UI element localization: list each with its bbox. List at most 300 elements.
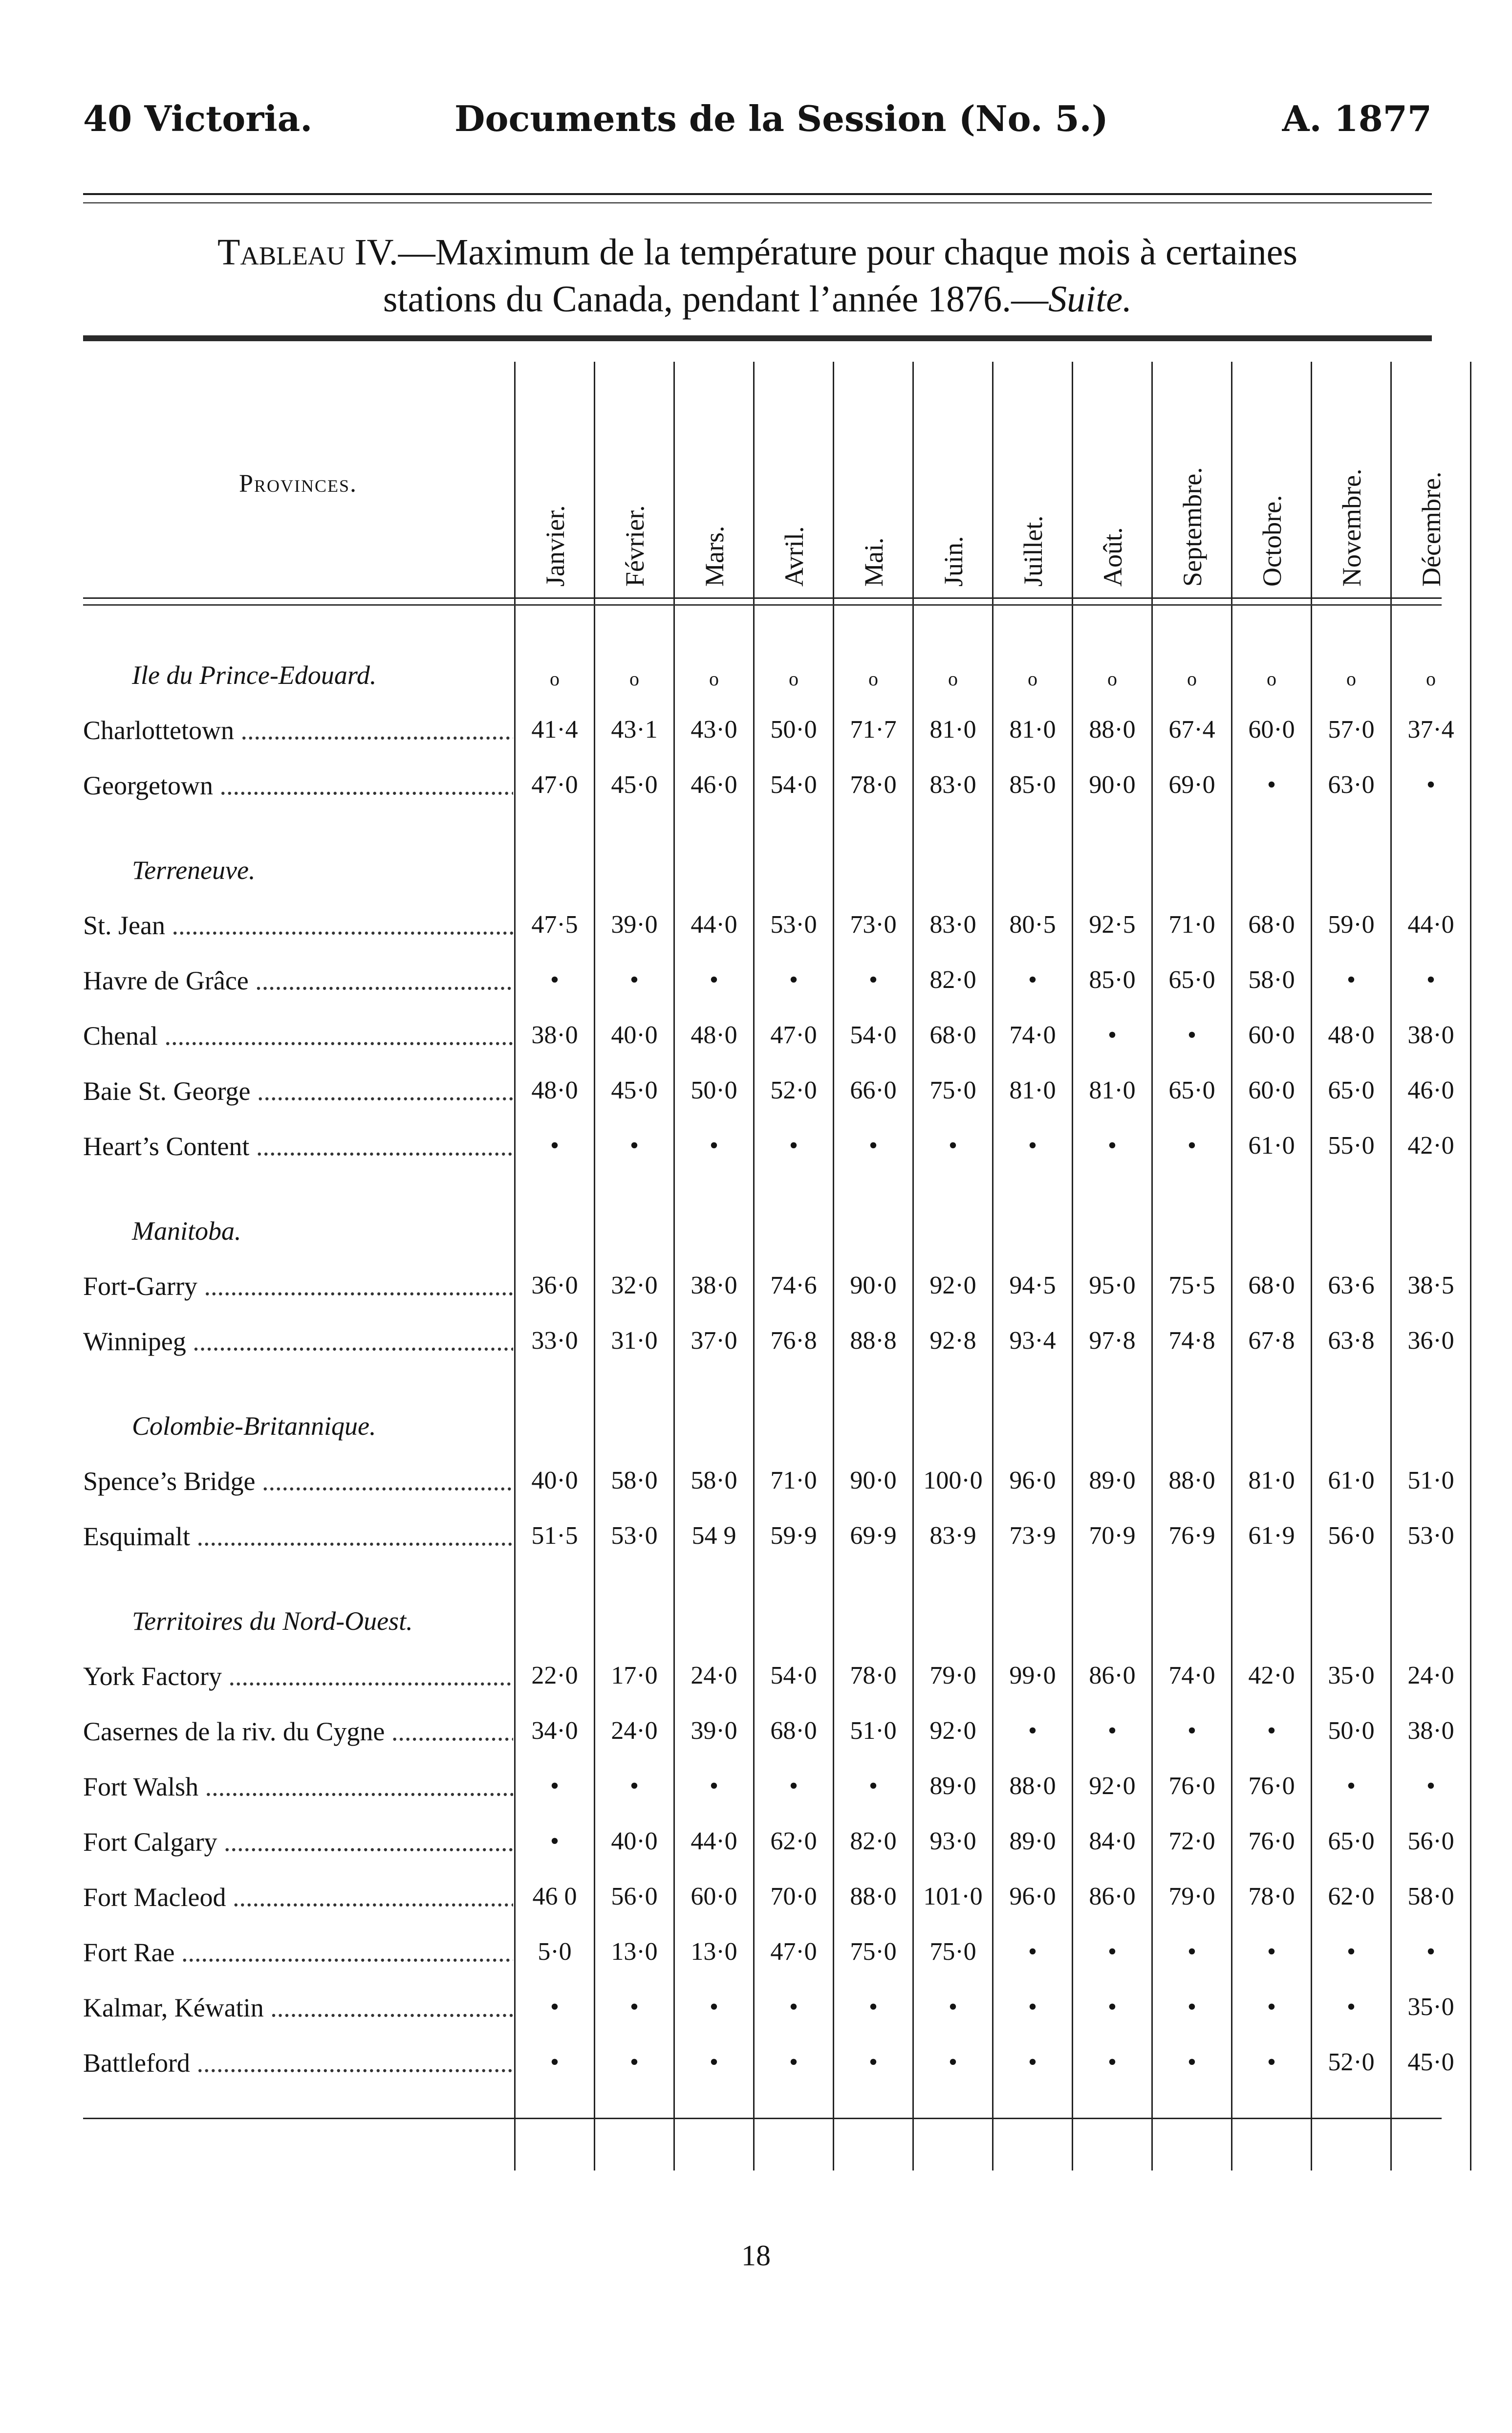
value-cell: • <box>868 966 878 994</box>
value-cell: 84·0 <box>1089 1827 1136 1855</box>
value-cell: • <box>789 966 799 994</box>
month-header: Janvier. <box>540 505 570 587</box>
value-cell: 101·0 <box>923 1883 983 1910</box>
value-cell: 46·0 <box>1407 1076 1454 1104</box>
degree-mark: o <box>1028 668 1037 690</box>
station-label: Fort-Garry <box>83 1271 197 1301</box>
month-header: Juin. <box>939 536 968 587</box>
month-header: Avril. <box>779 526 809 587</box>
value-cell: 68·0 <box>770 1717 817 1745</box>
degree-mark: o <box>948 668 958 690</box>
value-cell: 39·0 <box>611 911 658 939</box>
value-cell: 56·0 <box>1407 1827 1454 1855</box>
value-cell: 36·0 <box>531 1271 578 1299</box>
value-cell: • <box>1426 771 1436 799</box>
value-cell: • <box>709 1132 719 1160</box>
station-label: Georgetown <box>83 771 213 800</box>
value-cell: 48·0 <box>1328 1021 1375 1049</box>
month-header: Octobre. <box>1257 495 1287 587</box>
value-cell: • <box>1107 1021 1117 1049</box>
value-cell: 62·0 <box>770 1827 817 1855</box>
value-cell: 22·0 <box>531 1662 578 1689</box>
value-cell: • <box>550 966 560 994</box>
value-cell: 88·8 <box>850 1327 897 1355</box>
value-cell: • <box>1187 1021 1197 1049</box>
value-cell: • <box>1107 1717 1117 1745</box>
value-cell: 93·4 <box>1009 1327 1056 1355</box>
station-name <box>83 1021 513 1051</box>
value-cell: 13·0 <box>691 1938 737 1966</box>
value-cell: 58·0 <box>1248 966 1295 994</box>
station-label: Fort Calgary <box>83 1827 217 1857</box>
value-cell: 69·0 <box>1168 771 1215 799</box>
value-cell: • <box>1107 2048 1117 2076</box>
value-cell: • <box>1028 2048 1037 2076</box>
province-title: Ile du Prince-Edouard. <box>132 660 377 690</box>
station-label: Spence’s Bridge <box>83 1467 256 1496</box>
value-cell: 60·0 <box>691 1883 737 1910</box>
station-name <box>83 1131 513 1162</box>
value-cell: • <box>1028 966 1037 994</box>
header-left: 40 Victoria. <box>83 98 313 139</box>
value-cell: 83·0 <box>929 911 976 939</box>
value-cell: • <box>1028 1132 1037 1160</box>
month-header: Novembre. <box>1337 468 1366 587</box>
degree-mark: o <box>709 668 719 690</box>
value-cell: 33·0 <box>531 1327 578 1355</box>
degree-mark: o <box>1107 668 1117 690</box>
value-cell: 50·0 <box>1328 1717 1375 1745</box>
header-bottom-rule <box>83 597 1442 599</box>
value-cell: 78·0 <box>850 1662 897 1689</box>
value-cell: 50·0 <box>691 1076 737 1104</box>
value-cell: 97·8 <box>1089 1327 1136 1355</box>
value-cell: • <box>948 2048 958 2076</box>
title-suite: Suite. <box>1048 279 1132 320</box>
value-cell: • <box>868 2048 878 2076</box>
title-text-2: stations du Canada, pendant l’année 1876.— <box>383 279 1049 320</box>
station-label: York Factory <box>83 1662 222 1691</box>
value-cell: 82·0 <box>850 1827 897 1855</box>
value-cell: 57·0 <box>1328 716 1375 744</box>
value-cell: 92·0 <box>1089 1772 1136 1800</box>
value-cell: 89·0 <box>929 1772 976 1800</box>
value-cell: 72·0 <box>1168 1827 1215 1855</box>
value-cell: 96·0 <box>1009 1883 1056 1910</box>
value-cell: 73·9 <box>1009 1522 1056 1550</box>
value-cell: 61·0 <box>1328 1467 1375 1494</box>
header-bottom-rule-2 <box>83 604 1442 606</box>
value-cell: 67·4 <box>1168 716 1215 744</box>
value-cell: 80·5 <box>1009 911 1056 939</box>
value-cell: 62·0 <box>1328 1883 1375 1910</box>
value-cell: 44·0 <box>1407 911 1454 939</box>
value-cell: 65·0 <box>1328 1076 1375 1104</box>
value-cell: 81·0 <box>1248 1467 1295 1494</box>
value-cell: • <box>550 1772 560 1800</box>
value-cell: • <box>1107 1132 1117 1160</box>
value-cell: • <box>1028 1938 1037 1966</box>
station-name <box>83 1937 513 1968</box>
value-cell: • <box>629 966 639 994</box>
value-cell: 44·0 <box>691 1827 737 1855</box>
value-cell: 74·0 <box>1009 1021 1056 1049</box>
value-cell: 52·0 <box>1328 2048 1375 2076</box>
value-cell: 78·0 <box>850 771 897 799</box>
value-cell: 69·9 <box>850 1522 897 1550</box>
value-cell: 46 0 <box>532 1883 577 1910</box>
value-cell: 40·0 <box>611 1021 658 1049</box>
value-cell: 53·0 <box>611 1522 658 1550</box>
table-label: Tableau IV. <box>217 232 398 273</box>
value-cell: • <box>709 1993 719 2021</box>
value-cell: 76·0 <box>1248 1827 1295 1855</box>
station-name <box>83 1521 513 1552</box>
value-cell: • <box>550 1132 560 1160</box>
station-name <box>83 1661 513 1691</box>
value-cell: • <box>1028 1717 1037 1745</box>
value-cell: 37·0 <box>691 1327 737 1355</box>
value-cell: 24·0 <box>1407 1662 1454 1689</box>
station-label: Esquimalt <box>83 1522 190 1551</box>
header-center: Documents de la Session (No. 5.) <box>454 98 1108 139</box>
value-cell: 68·0 <box>1248 1271 1295 1299</box>
value-cell: • <box>1346 1772 1356 1800</box>
value-cell: 88·0 <box>1009 1772 1056 1800</box>
station-name <box>83 1076 513 1106</box>
value-cell: 81·0 <box>929 716 976 744</box>
value-cell: 53·0 <box>1407 1522 1454 1550</box>
province-title: Manitoba. <box>132 1216 241 1246</box>
value-cell: 38·0 <box>531 1021 578 1049</box>
value-cell: 34·0 <box>531 1717 578 1745</box>
value-cell: 73·0 <box>850 911 897 939</box>
column-rule <box>1470 362 1471 2170</box>
value-cell: 67·8 <box>1248 1327 1295 1355</box>
province-title: Territoires du Nord-Ouest. <box>132 1606 413 1636</box>
value-cell: 48·0 <box>531 1076 578 1104</box>
value-cell: • <box>550 1993 560 2021</box>
value-cell: • <box>629 2048 639 2076</box>
value-cell: • <box>1346 1993 1356 2021</box>
value-cell: • <box>709 1772 719 1800</box>
value-cell: 75·0 <box>929 1938 976 1966</box>
value-cell: 65·0 <box>1168 1076 1215 1104</box>
degree-mark: o <box>550 668 560 690</box>
value-cell: 88·0 <box>1089 716 1136 744</box>
value-cell: • <box>1187 1938 1197 1966</box>
station-label: Heart’s Content <box>83 1132 250 1161</box>
degree-mark: o <box>1346 668 1356 690</box>
month-header: Juillet. <box>1018 515 1048 587</box>
value-cell: • <box>1187 1132 1197 1160</box>
value-cell: 79·0 <box>929 1662 976 1689</box>
value-cell: 38·5 <box>1407 1271 1454 1299</box>
degree-mark: o <box>1267 668 1276 690</box>
value-cell: 47·0 <box>531 771 578 799</box>
value-cell: 93·0 <box>929 1827 976 1855</box>
value-cell: 95·0 <box>1089 1271 1136 1299</box>
value-cell: 13·0 <box>611 1938 658 1966</box>
value-cell: 51·0 <box>850 1717 897 1745</box>
degree-mark: o <box>789 668 799 690</box>
value-cell: 51·5 <box>531 1522 578 1550</box>
page-number: 18 <box>741 2239 771 2272</box>
value-cell: 54·0 <box>850 1021 897 1049</box>
value-cell: 92·0 <box>929 1717 976 1745</box>
value-cell: 61·0 <box>1248 1132 1295 1160</box>
value-cell: 76·8 <box>770 1327 817 1355</box>
value-cell: 68·0 <box>929 1021 976 1049</box>
value-cell: 74·8 <box>1168 1327 1215 1355</box>
value-cell: 38·0 <box>1407 1717 1454 1745</box>
value-cell: • <box>1267 771 1276 799</box>
station-name <box>83 715 513 745</box>
value-cell: 45·0 <box>1407 2048 1454 2076</box>
value-cell: 74·0 <box>1168 1662 1215 1689</box>
value-cell: 70·9 <box>1089 1522 1136 1550</box>
value-cell: 63·6 <box>1328 1271 1375 1299</box>
value-cell: 92·5 <box>1089 911 1136 939</box>
station-label: Winnipeg <box>83 1327 186 1356</box>
value-cell: • <box>1346 1938 1356 1966</box>
value-cell: 88·0 <box>1168 1467 1215 1494</box>
value-cell: 43·0 <box>691 716 737 744</box>
value-cell: 71·0 <box>770 1467 817 1494</box>
value-cell: 43·1 <box>611 716 658 744</box>
station-name <box>83 965 513 996</box>
value-cell: 53·0 <box>770 911 817 939</box>
value-cell: 83·0 <box>929 771 976 799</box>
value-cell: 37·4 <box>1407 716 1454 744</box>
value-cell: 90·0 <box>850 1467 897 1494</box>
value-cell: 44·0 <box>691 911 737 939</box>
value-cell: 61·9 <box>1248 1522 1295 1550</box>
station-label: Baie St. George <box>83 1076 251 1106</box>
value-cell: 94·5 <box>1009 1271 1056 1299</box>
value-cell: 82·0 <box>929 966 976 994</box>
value-cell: • <box>629 1772 639 1800</box>
station-label: Fort Rae <box>83 1938 175 1967</box>
value-cell: 70·0 <box>770 1883 817 1910</box>
month-header: Décembre. <box>1417 471 1446 587</box>
value-cell: 71·0 <box>1168 911 1215 939</box>
value-cell: 50·0 <box>770 716 817 744</box>
value-cell: 51·0 <box>1407 1467 1454 1494</box>
value-cell: 74·6 <box>770 1271 817 1299</box>
station-name <box>83 1882 513 1912</box>
value-cell: 56·0 <box>1328 1522 1375 1550</box>
station-name <box>83 1827 513 1857</box>
provinces-header: Provinces. <box>239 470 357 498</box>
value-cell: 85·0 <box>1009 771 1056 799</box>
station-name <box>83 770 513 801</box>
value-cell: 5·0 <box>538 1938 572 1966</box>
value-cell: • <box>868 1993 878 2021</box>
value-cell: 65·0 <box>1168 966 1215 994</box>
value-cell: 54 9 <box>691 1522 736 1550</box>
value-cell: • <box>1426 1772 1436 1800</box>
value-cell: • <box>709 966 719 994</box>
value-cell: 24·0 <box>611 1717 658 1745</box>
value-cell: 66·0 <box>850 1076 897 1104</box>
value-cell: • <box>1267 1938 1276 1966</box>
degree-mark: o <box>1187 668 1197 690</box>
month-header: Août. <box>1098 527 1127 587</box>
station-label: Fort Walsh <box>83 1772 199 1801</box>
value-cell: 90·0 <box>1089 771 1136 799</box>
value-cell: 47·0 <box>770 1938 817 1966</box>
value-cell: 81·0 <box>1089 1076 1136 1104</box>
station-label: Charlottetown <box>83 716 234 745</box>
value-cell: 63·0 <box>1328 771 1375 799</box>
station-label: Battleford <box>83 2048 190 2078</box>
value-cell: • <box>550 2048 560 2076</box>
value-cell: • <box>789 1772 799 1800</box>
value-cell: 89·0 <box>1009 1827 1056 1855</box>
value-cell: 40·0 <box>531 1467 578 1494</box>
value-cell: • <box>868 1772 878 1800</box>
value-cell: 42·0 <box>1407 1132 1454 1160</box>
station-name <box>83 1271 513 1301</box>
value-cell: • <box>789 1132 799 1160</box>
value-cell: 60·0 <box>1248 716 1295 744</box>
value-cell: • <box>1028 1993 1037 2021</box>
value-cell: 89·0 <box>1089 1467 1136 1494</box>
station-label: St. Jean <box>83 911 165 940</box>
value-cell: 60·0 <box>1248 1076 1295 1104</box>
value-cell: 65·0 <box>1328 1827 1375 1855</box>
value-cell: 17·0 <box>611 1662 658 1689</box>
value-cell: 83·9 <box>929 1522 976 1550</box>
province-title: Terreneuve. <box>132 855 256 885</box>
value-cell: • <box>1187 1993 1197 2021</box>
value-cell: 52·0 <box>770 1076 817 1104</box>
value-cell: 38·0 <box>1407 1021 1454 1049</box>
station-label: Kalmar, Kéwatin <box>83 1993 264 2022</box>
value-cell: 40·0 <box>611 1827 658 1855</box>
value-cell: • <box>1187 2048 1197 2076</box>
value-cell: 38·0 <box>691 1271 737 1299</box>
value-cell: 75·5 <box>1168 1271 1215 1299</box>
station-label: Fort Macleod <box>83 1883 226 1912</box>
value-cell: • <box>1267 1993 1276 2021</box>
value-cell: • <box>1267 1717 1276 1745</box>
month-header: Mai. <box>859 537 888 587</box>
header-right: A. 1877 <box>1282 98 1432 139</box>
value-cell: 99·0 <box>1009 1662 1056 1689</box>
value-cell: • <box>789 2048 799 2076</box>
value-cell: 92·0 <box>929 1271 976 1299</box>
value-cell: 92·8 <box>929 1327 976 1355</box>
value-cell: • <box>629 1132 639 1160</box>
value-cell: • <box>1426 966 1436 994</box>
station-name <box>83 1993 513 2023</box>
value-cell: 35·0 <box>1328 1662 1375 1689</box>
value-cell: 41·4 <box>531 716 578 744</box>
value-cell: 59·0 <box>1328 911 1375 939</box>
value-cell: • <box>629 1993 639 2021</box>
value-cell: 56·0 <box>611 1883 658 1910</box>
value-cell: 55·0 <box>1328 1132 1375 1160</box>
value-cell: 32·0 <box>611 1271 658 1299</box>
value-cell: 42·0 <box>1248 1662 1295 1689</box>
value-cell: 78·0 <box>1248 1883 1295 1910</box>
month-header: Mars. <box>700 526 729 587</box>
degree-mark: o <box>868 668 878 690</box>
value-cell: 59·9 <box>770 1522 817 1550</box>
value-cell: • <box>1187 1717 1197 1745</box>
station-name <box>83 1466 513 1496</box>
station-name <box>83 910 513 941</box>
value-cell: 100·0 <box>923 1467 983 1494</box>
value-cell: 47·5 <box>531 911 578 939</box>
value-cell: 81·0 <box>1009 1076 1056 1104</box>
station-label: Chenal <box>83 1021 158 1051</box>
value-cell: 60·0 <box>1248 1021 1295 1049</box>
value-cell: 35·0 <box>1407 1993 1454 2021</box>
station-name <box>83 2048 513 2078</box>
value-cell: 76·0 <box>1168 1772 1215 1800</box>
value-cell: 79·0 <box>1168 1883 1215 1910</box>
value-cell: 58·0 <box>691 1467 737 1494</box>
station-label: Casernes de la riv. du Cygne <box>83 1717 385 1746</box>
value-cell: 86·0 <box>1089 1662 1136 1689</box>
value-cell: 48·0 <box>691 1021 737 1049</box>
value-cell: • <box>1346 966 1356 994</box>
value-cell: 90·0 <box>850 1271 897 1299</box>
value-cell: • <box>1267 2048 1276 2076</box>
station-name <box>83 1326 513 1357</box>
value-cell: 47·0 <box>770 1021 817 1049</box>
value-cell: • <box>868 1132 878 1160</box>
degree-mark: o <box>629 668 639 690</box>
station-label: Havre de Grâce <box>83 966 249 995</box>
value-cell: 58·0 <box>1407 1883 1454 1910</box>
value-cell: • <box>1107 1993 1117 2021</box>
value-cell: • <box>709 2048 719 2076</box>
station-name <box>83 1716 513 1747</box>
station-name <box>83 1772 513 1802</box>
value-cell: 96·0 <box>1009 1467 1056 1494</box>
value-cell: • <box>789 1993 799 2021</box>
value-cell: 58·0 <box>611 1467 658 1494</box>
value-cell: 76·0 <box>1248 1772 1295 1800</box>
value-cell: 86·0 <box>1089 1883 1136 1910</box>
value-cell: 36·0 <box>1407 1327 1454 1355</box>
value-cell: 76·9 <box>1168 1522 1215 1550</box>
table-bottom-rule <box>83 2118 1442 2119</box>
title-text: —Maximum de la température pour chaque mois à certaines <box>398 232 1297 273</box>
value-cell: 54·0 <box>770 1662 817 1689</box>
value-cell: 88·0 <box>850 1883 897 1910</box>
value-cell: • <box>1426 1938 1436 1966</box>
value-cell: 46·0 <box>691 771 737 799</box>
value-cell: • <box>948 1993 958 2021</box>
value-cell: • <box>948 1132 958 1160</box>
value-cell: 85·0 <box>1089 966 1136 994</box>
degree-mark: o <box>1426 668 1436 690</box>
value-cell: 24·0 <box>691 1662 737 1689</box>
value-cell: 75·0 <box>929 1076 976 1104</box>
value-cell: • <box>1107 1938 1117 1966</box>
value-cell: 75·0 <box>850 1938 897 1966</box>
value-cell: 63·8 <box>1328 1327 1375 1355</box>
value-cell: 71·7 <box>850 716 897 744</box>
value-cell: 31·0 <box>611 1327 658 1355</box>
month-header: Février. <box>620 505 649 587</box>
value-cell: 68·0 <box>1248 911 1295 939</box>
